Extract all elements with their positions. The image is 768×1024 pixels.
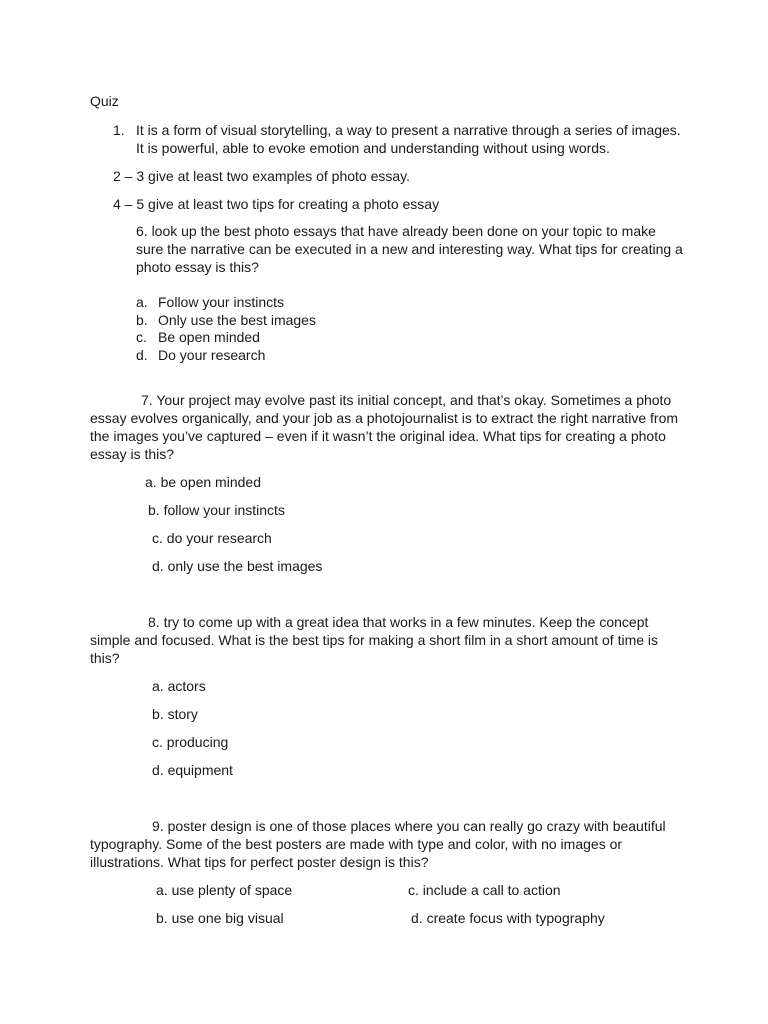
question-7-option-c: c. do your research [152, 530, 272, 546]
question-8-option-a: a. actors [152, 678, 206, 694]
question-8-option-d: d. equipment [152, 762, 233, 778]
question-7-option-a: a. be open minded [145, 474, 261, 490]
question-6-option-a: Follow your instincts [158, 294, 285, 310]
question-7-option-b: b. follow your instincts [148, 502, 285, 518]
question-6-option-d: Do your research [158, 347, 266, 363]
question-9-line-2: typography. Some of the best posters are made with type and color, with no images or [90, 836, 623, 852]
question-9-line-1: 9. poster design is one of those places where you can really go crazy with beautiful [152, 818, 666, 834]
question-8-option-c: c. producing [152, 734, 229, 750]
question-7-line-2: essay evolves organically, and your job as a photojournalist is to extract the right narrative from [90, 410, 679, 426]
question-7-line-1: 7. Your project may evolve past its initial concept, and that’s okay. Sometimes a photo [141, 392, 672, 408]
question-4-5: 4 – 5 give at least two tips for creating a photo essay [113, 196, 440, 212]
question-6-line-1: 6. look up the best photo essays that have already been done on your topic to make [136, 223, 656, 239]
question-6-option-a-letter: a. [136, 294, 148, 310]
question-2-3: 2 – 3 give at least two examples of photo essay. [113, 168, 411, 184]
question-9-option-d: d. create focus with typography [411, 910, 605, 926]
question-8-line-2: simple and focused. What is the best tips for making a short film in a short amount of time is [90, 632, 659, 648]
question-8-option-b: b. story [152, 706, 198, 722]
quiz-title: Quiz [90, 93, 119, 109]
question-1-line-2: It is powerful, able to evoke emotion and understanding without using words. [136, 140, 610, 156]
question-6-line-2: sure the narrative can be executed in a new and interesting way. What tips for creating a [136, 241, 683, 257]
question-1-line-1: It is a form of visual storytelling, a way to present a narrative through a series of images. [136, 122, 681, 138]
question-8-line-3: this? [90, 650, 120, 666]
question-6-line-3: photo essay is this? [136, 259, 259, 275]
question-9-option-b: b. use one big visual [156, 910, 284, 926]
question-8-line-1: 8. try to come up with a great idea that works in a few minutes. Keep the concept [148, 614, 649, 630]
question-9-option-a: a. use plenty of space [156, 882, 293, 898]
question-6-option-b-letter: b. [136, 312, 148, 328]
question-6-option-d-letter: d. [136, 347, 148, 363]
question-6-option-b: Only use the best images [158, 312, 316, 328]
question-1-number: 1. [113, 122, 125, 138]
question-7-line-3: the images you’ve captured – even if it wasn’t the original idea. What tips for creating a photo [90, 428, 666, 444]
question-6-option-c: Be open minded [158, 329, 260, 345]
question-7-line-4: essay is this? [90, 446, 175, 462]
question-9-line-3: illustrations. What tips for perfect poster design is this? [90, 854, 429, 870]
question-9-option-c: c. include a call to action [408, 882, 561, 898]
question-7-option-d: d. only use the best images [152, 558, 323, 574]
question-6-option-c-letter: c. [136, 329, 147, 345]
